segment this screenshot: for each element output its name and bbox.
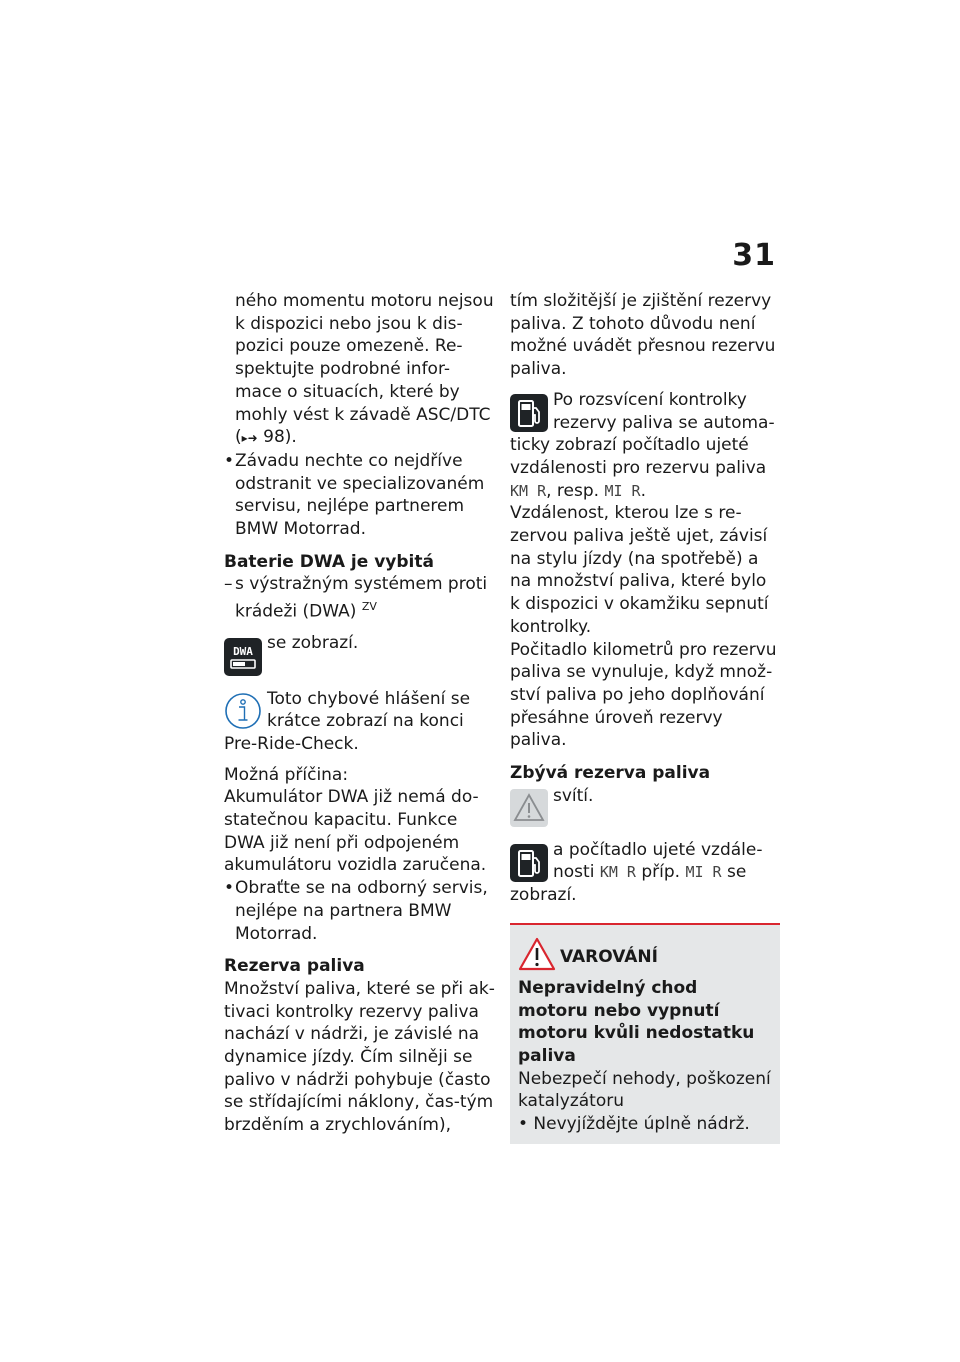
warning-triangle-icon (510, 789, 548, 827)
page-reference-arrow-icon: ▸➜ (241, 431, 258, 446)
info-icon (224, 692, 262, 730)
section-heading: Zbývá rezerva paliva (510, 763, 711, 784)
warning-box (510, 923, 780, 1144)
resp-text: , resp. (546, 480, 600, 501)
bullet-text: Obraťte se na odborný servis, nejlépe na partnera BMW Motorrad. (235, 878, 488, 944)
fuel-text-line (510, 434, 780, 502)
paragraph-text: ného momentu motoru nejsou k dispozici nebo jsou k dis-pozici pouze omezeně. Re-spektujte podrobné infor-mace o situacích, které by mohly vést k závadě ASC/DTC (235, 291, 494, 425)
fuel-pump-icon (510, 844, 548, 882)
bullet-icon: • (224, 878, 235, 899)
dash-icon: – (224, 574, 233, 595)
counter-text-line (510, 861, 780, 884)
fuel-text-line: rezervy paliva se automa- (553, 412, 775, 433)
warning-title-row (518, 937, 772, 977)
se-text: se (727, 862, 747, 883)
fuel-pump-icon (510, 394, 548, 432)
equipment-superscript: ZV (361, 600, 377, 614)
prip-text: příp. (641, 862, 681, 883)
fuel-reserve-note (510, 389, 780, 503)
left-column (224, 290, 496, 1137)
info-note (224, 688, 496, 756)
mi-r-display: MI R (604, 481, 641, 500)
right-column (510, 290, 780, 1144)
page-number: 31 (732, 238, 776, 273)
dwa-battery-icon (224, 638, 262, 676)
lights-text: svítí. (553, 785, 594, 806)
bullet-icon: • (224, 450, 235, 471)
condition-text: s výstražným systémem proti krádeži (DWA) (235, 574, 488, 622)
counter-text-line: zobrazí. (510, 885, 577, 906)
danger-triangle-icon (518, 937, 556, 971)
condition-item (224, 573, 496, 623)
text-paragraph: ného momentu motoru nejsou k dispozici nebo jsou k dis-pozici pouze omezeně. Re-spektujte podrobné infor-mace o situacích, které by mohly vést k závadě ASC/DTC (▸➜ 98). (235, 291, 494, 448)
list-item (224, 877, 496, 945)
warning-danger: Nebezpečí nehody, poškození katalyzátoru (518, 1068, 771, 1112)
counter-text: Počitadlo kilometrů pro rezervu paliva se vynuluje, když množ-ství paliva po jeho doplňování přesáhne úroveň rezervy paliva. (510, 639, 777, 751)
info-text-line: krátce zobrazí na konci (267, 711, 464, 732)
counter-text-line: a počítadlo ujeté vzdále- (553, 839, 763, 860)
info-text-line: Toto chybové hlášení se (267, 688, 471, 709)
km-r-display: KM R (510, 481, 547, 500)
info-text-line: Pre-Ride-Check. (224, 733, 359, 754)
reserve-text: Množství paliva, které se při ak-tivaci kontrolky rezervy paliva nachází v nádrži, je závislé na dynamice jízdy. Čím silněji se palivo v nádrži pohybuje (často se střídajícími náklony, čas-tým brzděním a zrychlováním), (224, 978, 495, 1136)
km-r-display: KM R (599, 863, 636, 882)
warning-action: • Nevyjíždějte úplně nádrž. (518, 1114, 750, 1135)
fuel-text: ticky zobrazí počítadlo ujeté vzdálenosti pro rezervu paliva (510, 435, 767, 478)
text-paragraph: tím složitější je zjištění rezervy paliva. Z tohoto důvodu není možné uvádět přesnou rezervu paliva. (510, 291, 776, 380)
counter-text: nosti (553, 862, 595, 883)
dwa-indicator-row (224, 632, 496, 680)
list-item (224, 450, 496, 541)
period: . (640, 480, 646, 501)
mi-r-display: MI R (685, 863, 722, 882)
fuel-counter-note (510, 839, 780, 907)
distance-text: Vzdálenost, kterou lze s re-zervou paliva ještě ujet, závisí na stylu jízdy (na spotřebě) a na množství paliva, které bylo k dispozici v okamžiku sepnutí kontrolky. (510, 503, 769, 637)
section-heading: Baterie DWA je vybitá (224, 551, 434, 572)
bullet-text: Závadu nechte co nejdříve odstranit ve specializovaném servisu, nejlépe partnerem BMW Motorrad. (235, 450, 485, 540)
warning-headline: Nepravidelný chod motoru nebo vypnutí motoru kvůli nedostatku paliva (518, 977, 755, 1066)
cause-text: Akumulátor DWA již nemá do-statečnou kapacitu. Funkce DWA již není při odpojeném akumulátoru vozidla zaručena. (224, 787, 487, 876)
cause-label: Možná příčina: (224, 764, 349, 785)
dwa-text: se zobrazí. (267, 632, 359, 653)
fuel-text-line: Po rozsvícení kontrolky (553, 389, 747, 410)
general-warning-row (510, 785, 780, 831)
warning-title: VAROVÁNÍ (560, 946, 658, 967)
section-heading: Rezerva paliva (224, 956, 365, 977)
svg-text:DWA: DWA (233, 644, 253, 658)
page-reference[interactable]: 98). (263, 427, 297, 448)
